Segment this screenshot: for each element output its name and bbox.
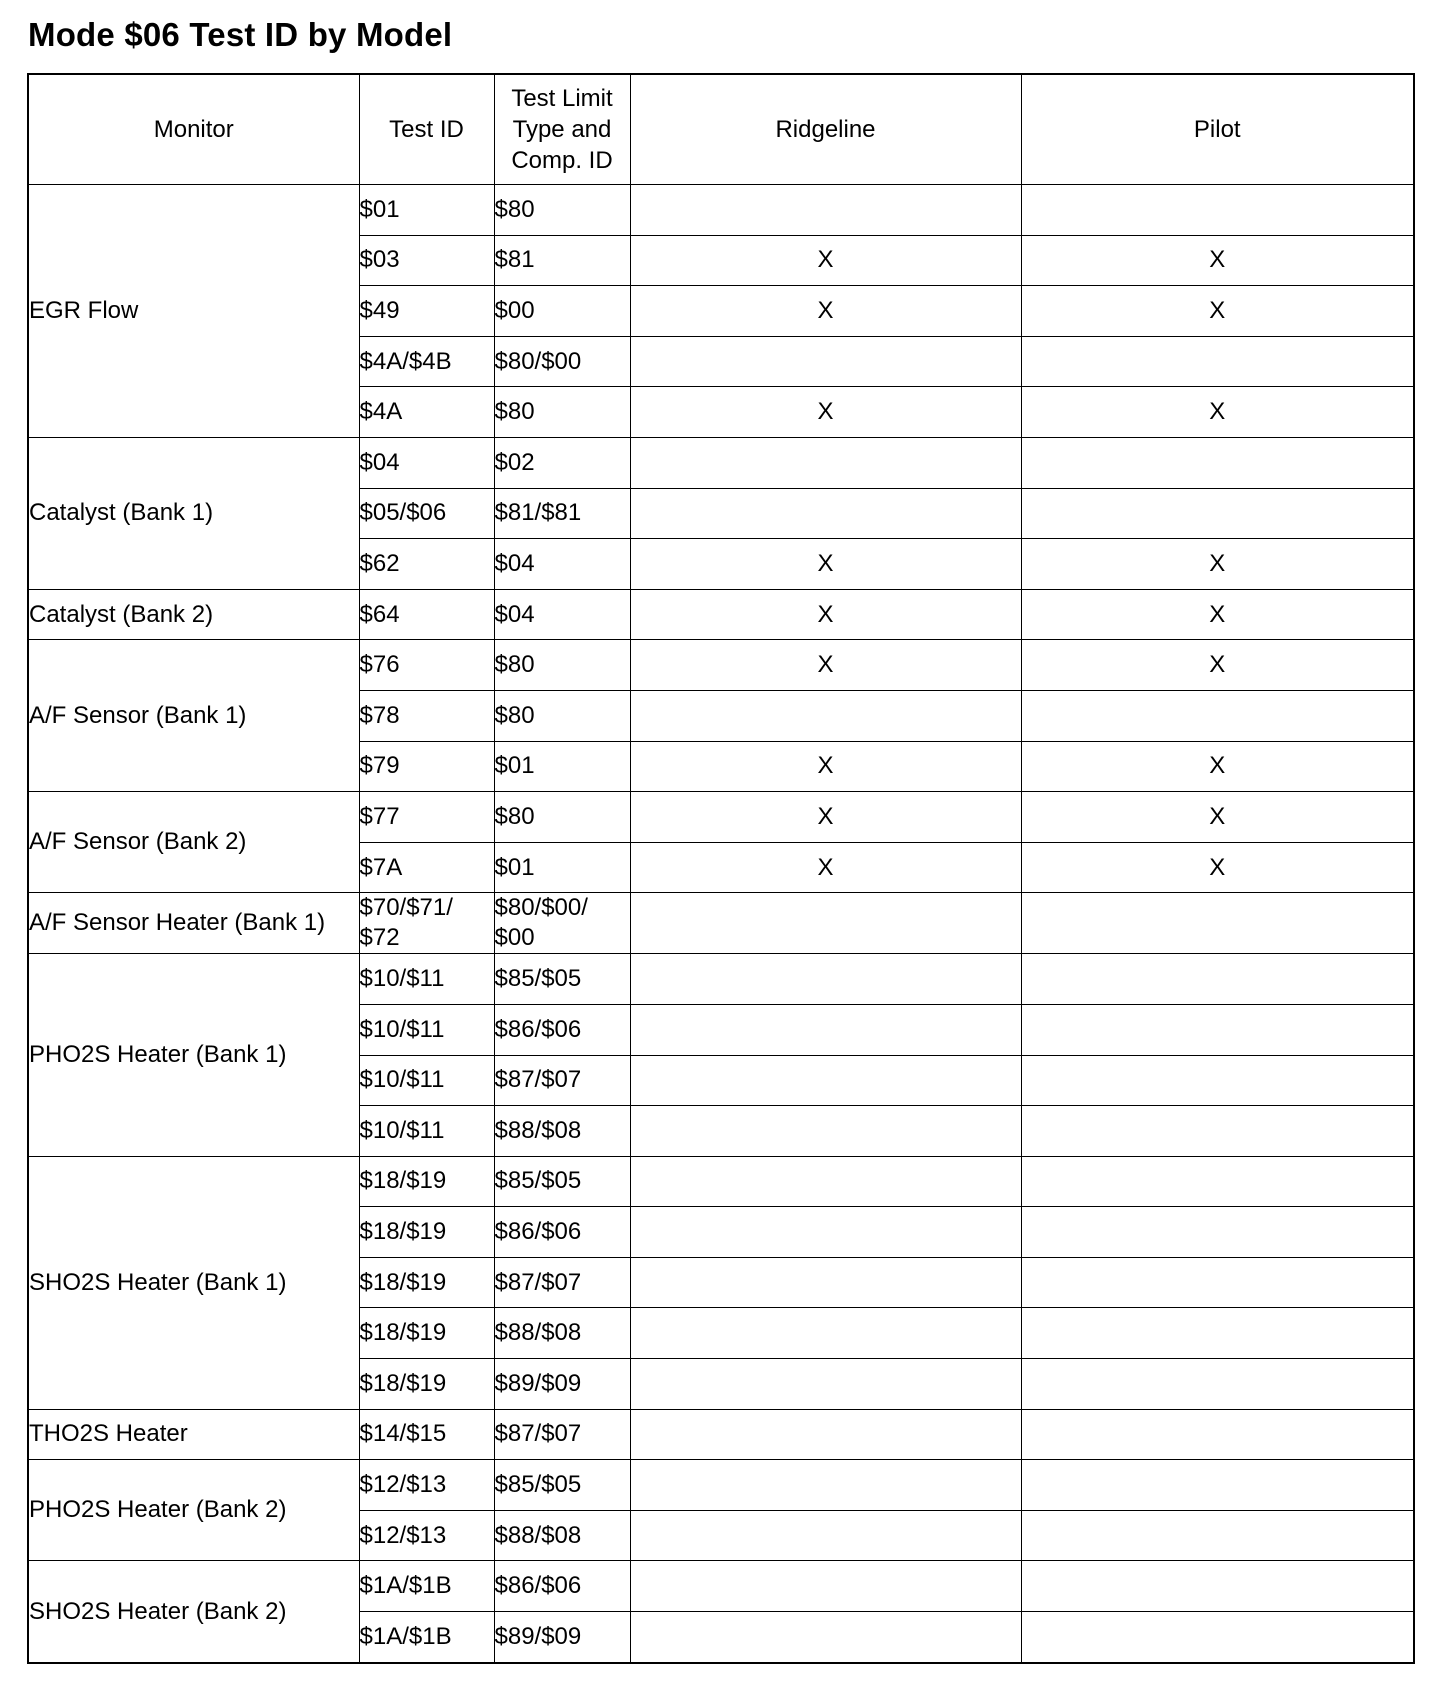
- test-limit-cell: $80/$00/ $00: [494, 893, 630, 954]
- test-limit-cell: $87/$07: [494, 1257, 630, 1308]
- test-id-cell: $04: [359, 437, 494, 488]
- test-limit-cell: $04: [494, 539, 630, 590]
- test-id-cell: $1A/$1B: [359, 1561, 494, 1612]
- pilot-cell: [1021, 1156, 1414, 1207]
- table-row: [28, 893, 1414, 954]
- table-row: [28, 185, 1414, 236]
- table-row: [28, 437, 1414, 488]
- test-limit-cell: $89/$09: [494, 1359, 630, 1410]
- ridgeline-cell: [630, 1612, 1021, 1663]
- ridgeline-cell: X: [630, 640, 1021, 691]
- test-id-cell: $10/$11: [359, 954, 494, 1005]
- test-id-cell: $76: [359, 640, 494, 691]
- ridgeline-cell: X: [630, 792, 1021, 843]
- pilot-cell: [1021, 488, 1414, 539]
- ridgeline-cell: [630, 1409, 1021, 1460]
- test-limit-cell: $01: [494, 842, 630, 893]
- test-id-cell: $01: [359, 185, 494, 236]
- test-limit-cell: $87/$07: [494, 1409, 630, 1460]
- test-limit-cell: $81/$81: [494, 488, 630, 539]
- test-limit-cell: $80: [494, 387, 630, 438]
- test-id-cell: $18/$19: [359, 1207, 494, 1258]
- test-id-cell: $64: [359, 589, 494, 640]
- test-id-cell: $12/$13: [359, 1460, 494, 1511]
- ridgeline-cell: X: [630, 842, 1021, 893]
- table-row: [28, 1561, 1414, 1612]
- test-limit-cell: $88/$08: [494, 1106, 630, 1157]
- ridgeline-cell: [630, 690, 1021, 741]
- header-test-limit: Test Limit Type and Comp. ID: [494, 74, 630, 185]
- monitor-cell: Catalyst (Bank 1): [28, 437, 359, 589]
- test-id-cell: $14/$15: [359, 1409, 494, 1460]
- table-row: [28, 1156, 1414, 1207]
- test-limit-cell: $80/$00: [494, 336, 630, 387]
- test-id-cell: $49: [359, 286, 494, 337]
- ridgeline-cell: [630, 1106, 1021, 1157]
- test-limit-cell: $01: [494, 741, 630, 792]
- ridgeline-cell: [630, 1257, 1021, 1308]
- test-limit-cell: $80: [494, 640, 630, 691]
- test-id-cell: $05/$06: [359, 488, 494, 539]
- ridgeline-cell: [630, 1561, 1021, 1612]
- test-id-cell: $62: [359, 539, 494, 590]
- ridgeline-cell: [630, 488, 1021, 539]
- test-limit-cell: $86/$06: [494, 1561, 630, 1612]
- pilot-cell: [1021, 1207, 1414, 1258]
- monitor-cell: PHO2S Heater (Bank 2): [28, 1460, 359, 1561]
- ridgeline-cell: [630, 1460, 1021, 1511]
- ridgeline-cell: X: [630, 589, 1021, 640]
- test-limit-cell: $86/$06: [494, 1004, 630, 1055]
- test-id-cell: $12/$13: [359, 1510, 494, 1561]
- ridgeline-cell: X: [630, 235, 1021, 286]
- test-id-cell: $10/$11: [359, 1004, 494, 1055]
- test-limit-cell: $80: [494, 185, 630, 236]
- ridgeline-cell: [630, 1359, 1021, 1410]
- test-id-cell: $1A/$1B: [359, 1612, 494, 1663]
- table-row: [28, 640, 1414, 691]
- test-limit-cell: $88/$08: [494, 1510, 630, 1561]
- test-id-cell: $4A: [359, 387, 494, 438]
- pilot-cell: [1021, 690, 1414, 741]
- table-row: [28, 589, 1414, 640]
- pilot-cell: [1021, 1612, 1414, 1663]
- ridgeline-cell: [630, 437, 1021, 488]
- monitor-cell: A/F Sensor (Bank 2): [28, 792, 359, 893]
- ridgeline-cell: [630, 1004, 1021, 1055]
- ridgeline-cell: [630, 336, 1021, 387]
- monitor-cell: A/F Sensor (Bank 1): [28, 640, 359, 792]
- table-row: [28, 792, 1414, 843]
- test-id-table: [27, 73, 1415, 1664]
- pilot-cell: [1021, 437, 1414, 488]
- test-id-cell: $70/$71/ $72: [359, 893, 494, 954]
- test-id-cell: $18/$19: [359, 1156, 494, 1207]
- page-title: Mode $06 Test ID by Model: [28, 16, 453, 53]
- test-limit-cell: $89/$09: [494, 1612, 630, 1663]
- test-limit-cell: $00: [494, 286, 630, 337]
- test-id-cell: $4A/$4B: [359, 336, 494, 387]
- pilot-cell: [1021, 1561, 1414, 1612]
- ridgeline-cell: X: [630, 286, 1021, 337]
- pilot-cell: [1021, 1409, 1414, 1460]
- test-id-cell: $18/$19: [359, 1257, 494, 1308]
- ridgeline-cell: [630, 1055, 1021, 1106]
- table-row: [28, 1409, 1414, 1460]
- pilot-cell: [1021, 1055, 1414, 1106]
- test-limit-cell: $85/$05: [494, 954, 630, 1005]
- ridgeline-cell: X: [630, 539, 1021, 590]
- pilot-cell: X: [1021, 539, 1414, 590]
- test-limit-cell: $04: [494, 589, 630, 640]
- test-limit-cell: $80: [494, 690, 630, 741]
- monitor-cell: A/F Sensor Heater (Bank 1): [28, 893, 359, 954]
- monitor-cell: SHO2S Heater (Bank 2): [28, 1561, 359, 1663]
- header-test-id: Test ID: [359, 74, 494, 185]
- pilot-cell: X: [1021, 235, 1414, 286]
- pilot-cell: [1021, 1359, 1414, 1410]
- ridgeline-cell: [630, 1156, 1021, 1207]
- pilot-cell: [1021, 1257, 1414, 1308]
- test-limit-cell: $02: [494, 437, 630, 488]
- pilot-cell: X: [1021, 741, 1414, 792]
- ridgeline-cell: [630, 1510, 1021, 1561]
- test-limit-cell: $81: [494, 235, 630, 286]
- ridgeline-cell: [630, 185, 1021, 236]
- test-id-cell: $18/$19: [359, 1359, 494, 1410]
- test-id-cell: $77: [359, 792, 494, 843]
- table-row: [28, 954, 1414, 1005]
- header-pilot: Pilot: [1021, 74, 1414, 185]
- pilot-cell: [1021, 1510, 1414, 1561]
- test-id-cell: $03: [359, 235, 494, 286]
- pilot-cell: [1021, 336, 1414, 387]
- test-id-cell: $78: [359, 690, 494, 741]
- ridgeline-cell: X: [630, 387, 1021, 438]
- pilot-cell: X: [1021, 792, 1414, 843]
- pilot-cell: X: [1021, 842, 1414, 893]
- pilot-cell: X: [1021, 589, 1414, 640]
- pilot-cell: [1021, 185, 1414, 236]
- pilot-cell: [1021, 1106, 1414, 1157]
- ridgeline-cell: X: [630, 741, 1021, 792]
- test-limit-cell: $86/$06: [494, 1207, 630, 1258]
- test-limit-cell: $80: [494, 792, 630, 843]
- table-body: [28, 185, 1414, 1663]
- pilot-cell: [1021, 1460, 1414, 1511]
- pilot-cell: X: [1021, 286, 1414, 337]
- test-limit-cell: $85/$05: [494, 1460, 630, 1511]
- ridgeline-cell: [630, 1207, 1021, 1258]
- pilot-cell: X: [1021, 640, 1414, 691]
- header-monitor: Monitor: [28, 74, 359, 185]
- monitor-cell: PHO2S Heater (Bank 1): [28, 954, 359, 1156]
- pilot-cell: [1021, 893, 1414, 954]
- test-id-cell: $79: [359, 741, 494, 792]
- monitor-cell: Catalyst (Bank 2): [28, 589, 359, 640]
- test-limit-cell: $87/$07: [494, 1055, 630, 1106]
- pilot-cell: [1021, 954, 1414, 1005]
- test-limit-cell: $88/$08: [494, 1308, 630, 1359]
- monitor-cell: SHO2S Heater (Bank 1): [28, 1156, 359, 1409]
- header-row: [28, 74, 1414, 185]
- monitor-cell: THO2S Heater: [28, 1409, 359, 1460]
- ridgeline-cell: [630, 1308, 1021, 1359]
- pilot-cell: [1021, 1004, 1414, 1055]
- test-id-cell: $18/$19: [359, 1308, 494, 1359]
- header-ridgeline: Ridgeline: [630, 74, 1021, 185]
- test-id-cell: $10/$11: [359, 1106, 494, 1157]
- monitor-cell: EGR Flow: [28, 185, 359, 438]
- test-id-cell: $7A: [359, 842, 494, 893]
- pilot-cell: [1021, 1308, 1414, 1359]
- test-id-cell: $10/$11: [359, 1055, 494, 1106]
- pilot-cell: X: [1021, 387, 1414, 438]
- ridgeline-cell: [630, 954, 1021, 1005]
- ridgeline-cell: [630, 893, 1021, 954]
- test-limit-cell: $85/$05: [494, 1156, 630, 1207]
- table-row: [28, 1460, 1414, 1511]
